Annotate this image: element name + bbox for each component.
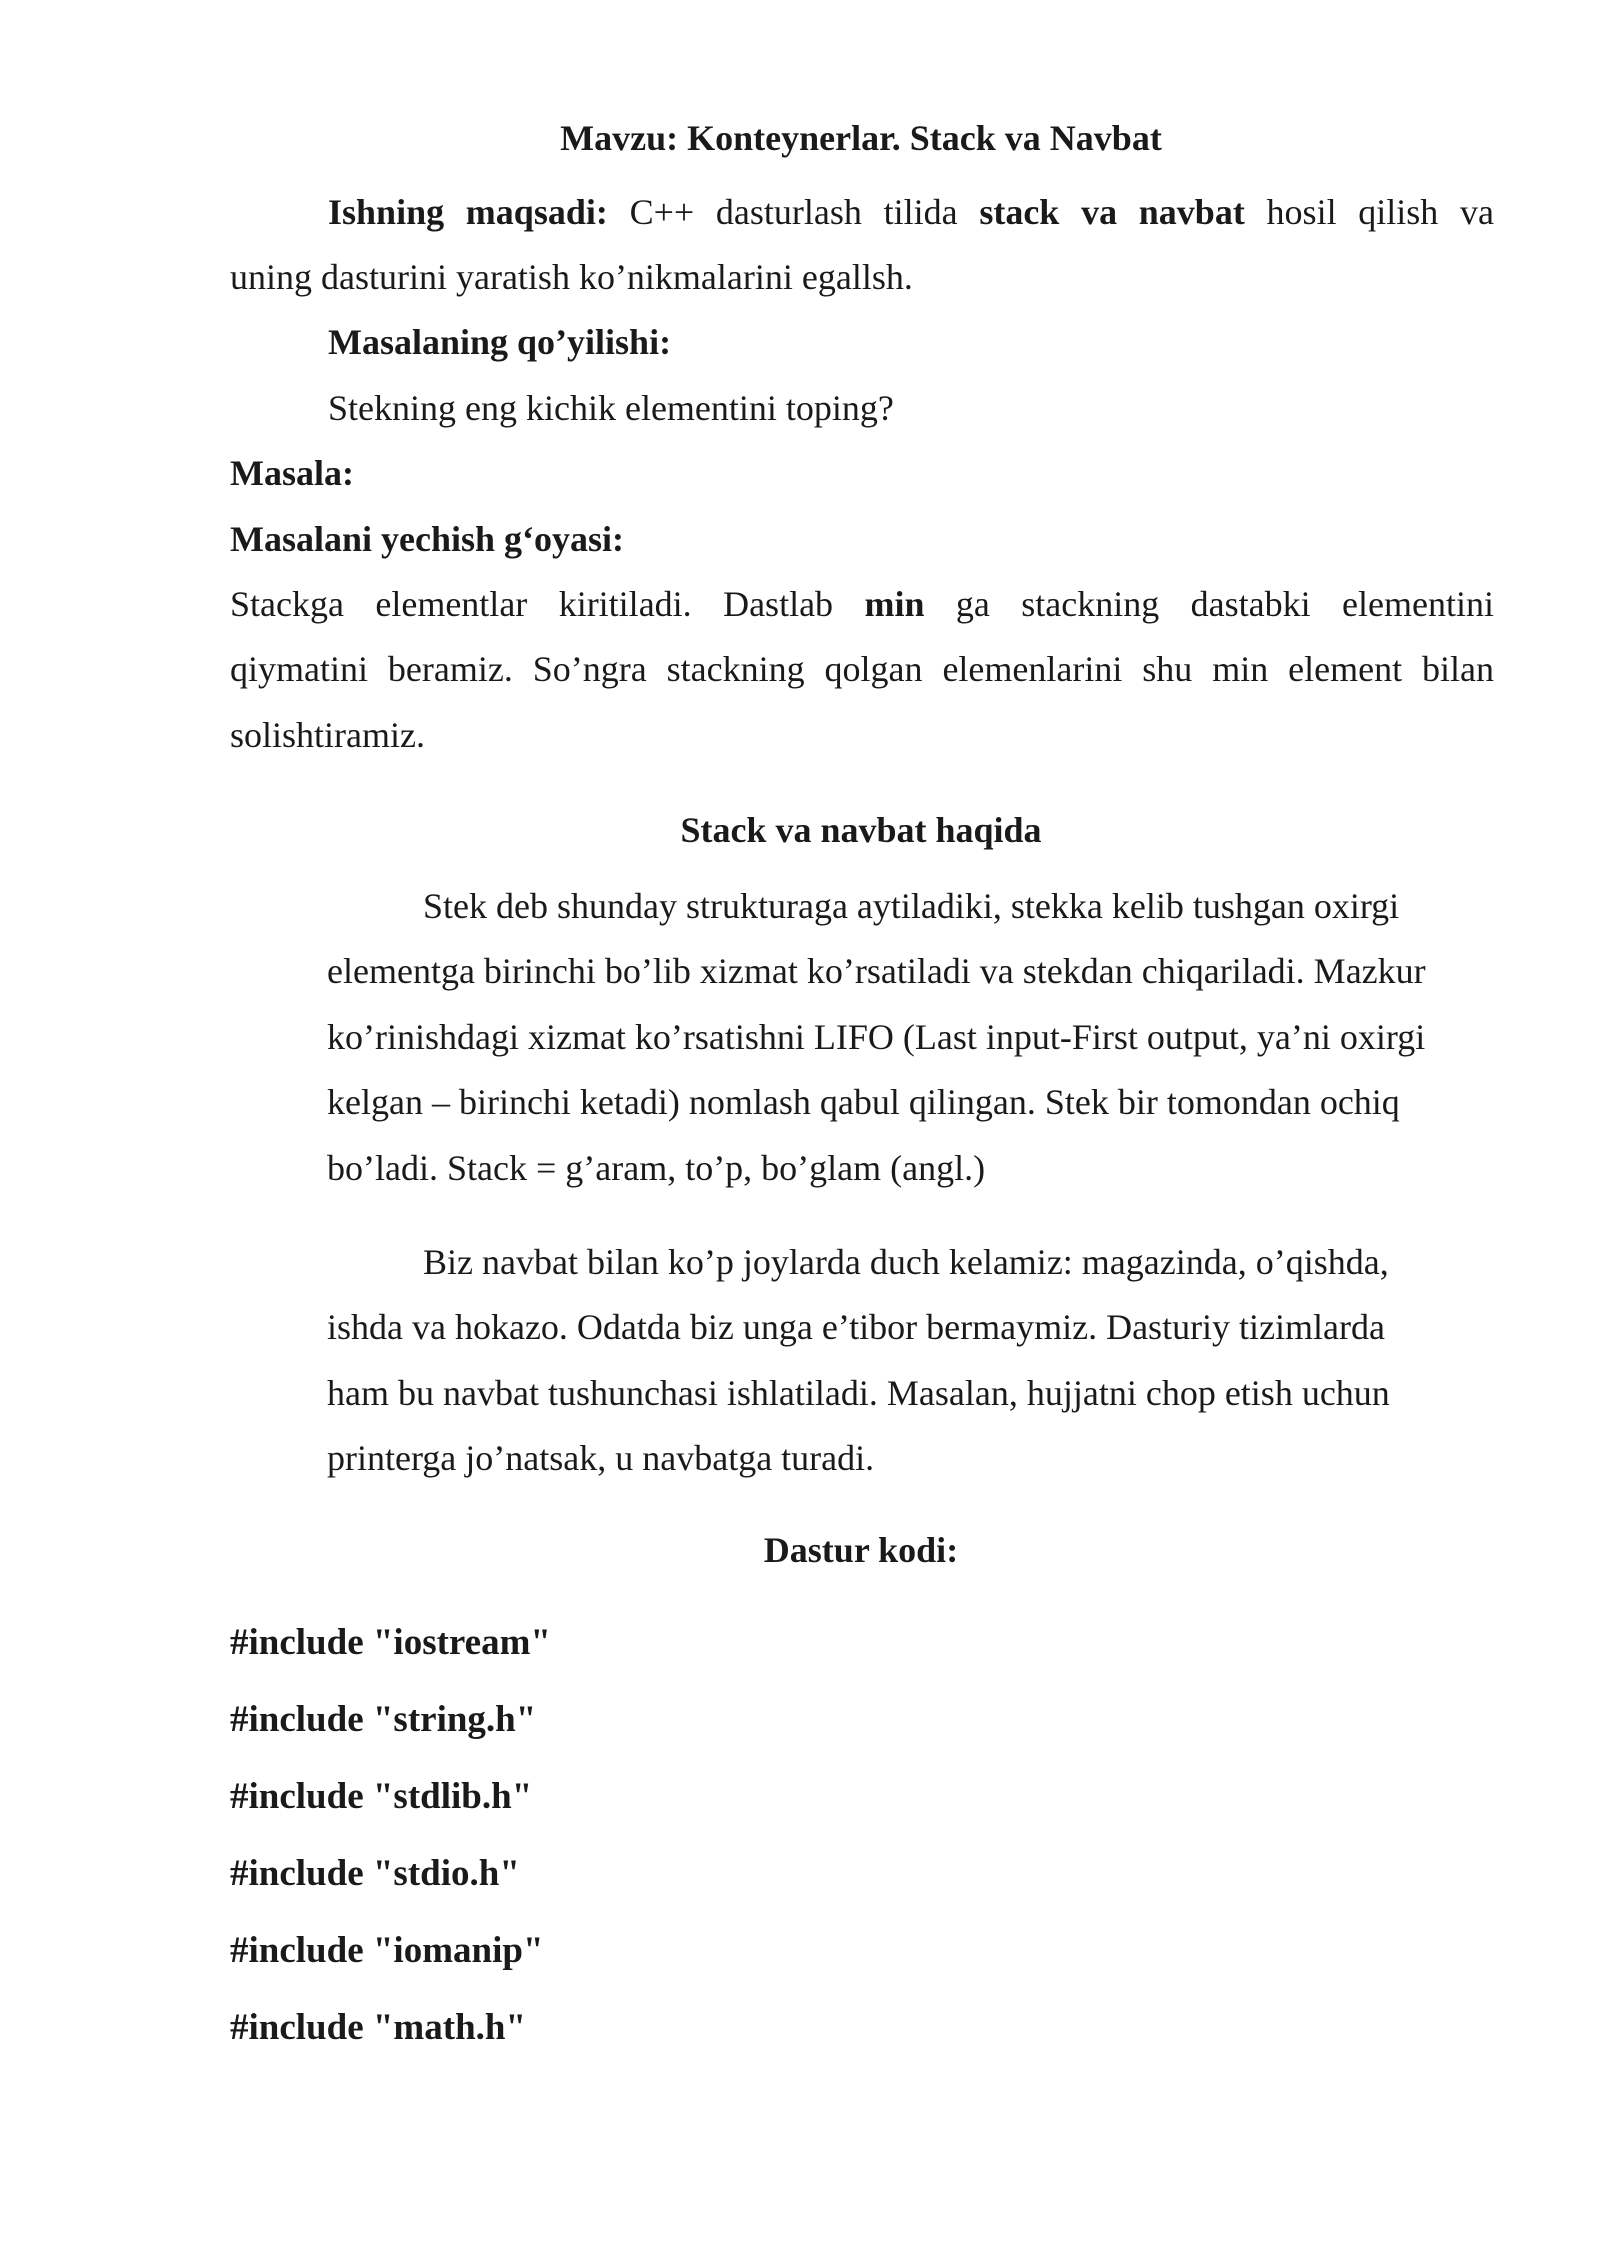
about-heading	[0, 808, 1600, 852]
queue-para-line-4: printerga jo’natsak, u navbatga turadi.	[327, 1438, 875, 1478]
goal-line-1	[328, 190, 1494, 234]
idea-heading-text: Masalani yechish g‘oyasi:	[230, 519, 625, 559]
stack-para-line-2: elementga birinchi bo’lib xizmat ko’rsatiladi va stekdan chiqariladi. Mazkur	[327, 951, 1426, 991]
idea-line-1-pre: Stackga elementlar kiritiladi. Dastlab	[230, 584, 865, 624]
code-line-1: #include "iostream"	[230, 1622, 551, 1663]
code-line-3: #include "stdlib.h"	[230, 1776, 533, 1817]
code-heading-text: Dastur kodi:	[763, 1530, 959, 1570]
queue-para-line-3: ham bu navbat tushunchasi ishlatiladi. Masalan, hujjatni chop etish uchun	[327, 1373, 1390, 1413]
masala-label	[230, 451, 354, 495]
queue-para-line-2: ishda va hokazo. Odatda biz unga e’tibor bermaymiz. Dasturiy tizimlarda	[327, 1307, 1385, 1347]
code-line-2: #include "string.h"	[230, 1699, 537, 1740]
queue-para-line-1: Biz navbat bilan ko’p joylarda duch kelamiz: magazinda, o’qishda,	[423, 1242, 1389, 1282]
stack-para-line-1: Stek deb shunday strukturaga aytiladiki, stekka kelib tushgan oxirgi	[423, 886, 1400, 926]
goal-text-2	[1059, 192, 1081, 232]
goal-text-3: hosil qilish va	[1244, 192, 1495, 232]
idea-line-1	[230, 582, 1494, 626]
page-title-text: Mavzu: Konteynerlar. Stack va Navbat	[560, 118, 1162, 158]
masala-label-text: Masala:	[230, 453, 354, 493]
stack-para-line-4: kelgan – birinchi ketadi) nomlash qabul qilingan. Stek bir tomondan ochiq	[327, 1082, 1400, 1122]
idea-line-1-bold: min	[864, 584, 925, 624]
stack-para-line-5: bo’ladi. Stack = g’aram, to’p, bo’glam (angl.)	[327, 1148, 986, 1188]
page-title	[0, 116, 1600, 160]
problem-heading	[328, 320, 671, 364]
goal-bold-navbat: va navbat	[1081, 192, 1245, 232]
goal-text-1: C++ dasturlash tilida	[607, 192, 980, 232]
about-heading-text: Stack va navbat haqida	[680, 810, 1042, 850]
code-line-4: #include "stdio.h"	[230, 1853, 520, 1894]
goal-label: Ishning maqsadi:	[328, 192, 608, 232]
goal-bold-stack: stack	[979, 192, 1060, 232]
idea-line-3: solishtiramiz.	[230, 715, 425, 755]
goal-line-2: uning dasturini yaratish ko’nikmalarini egallsh.	[230, 257, 913, 297]
stack-para-line-3: ko’rinishdagi xizmat ko’rsatishni LIFO (Last input-First output, ya’ni oxirgi	[327, 1017, 1426, 1057]
problem-heading-text: Masalaning qo’yilishi:	[328, 322, 672, 362]
idea-line-1-post: ga stackning dastabki elementini	[924, 584, 1494, 624]
idea-line-2: qiymatini beramiz. So’ngra stackning qolgan elemenlarini shu min element bilan	[230, 649, 1494, 689]
code-line-6: #include "math.h"	[230, 2007, 527, 2048]
problem-question: Stekning eng kichik elementini toping?	[328, 388, 894, 428]
idea-heading	[230, 517, 624, 561]
code-heading	[0, 1528, 1600, 1572]
code-line-5: #include "iomanip"	[230, 1930, 544, 1971]
